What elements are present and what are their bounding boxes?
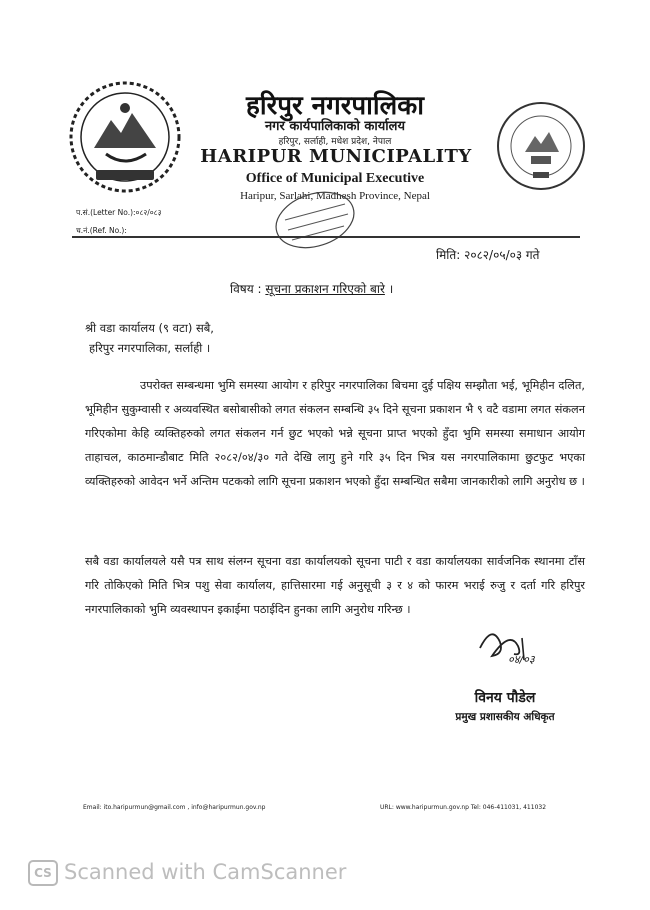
- signer-title: प्रमुख प्रशासकीय अधिकृत: [455, 711, 555, 723]
- header-divider: [72, 236, 580, 238]
- address-en: Haripur, Sarlahi, Madhesh Province, Nepal: [240, 190, 430, 202]
- footer-contact: URL: www.haripurmun.gov.np Tel: 046-411031, 411032: [380, 804, 547, 811]
- subject-prefix: विषय :: [230, 282, 262, 296]
- camscanner-logo: CS: [28, 860, 58, 886]
- body-paragraph-2: सबै वडा कार्यालयले यसै पत्र साथ संलग्न सूचना वडा कार्यालयको सूचना पाटी र वडा कार्यालयका सार्वजनिक स्थानमा टाँस गरि तोकिएको मिति भित्र पशु सेवा कार्यालय, हात्तिसारमा गई अनुसूची ३ र ४ को फारम भराई रुजु र दर्ता गरि हरिपुर नगरपालिकाको भुमि व्यवस्थापन इकाईमा पठाईदिन हुनका लागि अनुरोध गरिन्छ ।: [85, 555, 585, 616]
- subject-suffix: ।: [388, 282, 394, 296]
- recipient-line-1: श्री वडा कार्यालय (९ वटा) सबै,: [85, 321, 214, 335]
- municipality-name-en: HARIPUR MUNICIPALITY: [200, 146, 472, 167]
- letter-number: प.सं.(Letter No.):०८२/०८३: [76, 208, 162, 217]
- recipient-line-2: हरिपुर नगरपालिका, सर्लाही ।: [89, 341, 211, 355]
- office-stamp: [270, 190, 360, 250]
- municipality-name-np: हरिपुर नगरपालिका: [246, 91, 424, 121]
- subject-line: [230, 280, 393, 297]
- signer-name: विनय पौडेल: [474, 690, 536, 706]
- handwritten-signature: [470, 620, 560, 675]
- office-name-np: नगर कार्यपालिकाको कार्यालय: [264, 119, 406, 134]
- reference-number: च.नं.(Ref. No.):: [76, 226, 127, 235]
- letter-date: मिति: २०८२/०५/०३ गते: [436, 248, 540, 262]
- camscanner-text: Scanned with CamScanner: [64, 860, 347, 884]
- body-paragraph-1: उपरोक्त सम्बन्धमा भुमि समस्या आयोग र हरिपुर नगरपालिका बिचमा दुई पक्षिय सम्झौता भई, भूमिहीन दलित, भूमिहीन सुकुम्वासी र अव्यवस्थित बसोबासीको लगत संकलन सम्बन्धि ३५ दिने सूचना प्रकाशन भै ९ वटै वडामा लगत संकलन गरिएकोमा केहि व्यक्तिहरुको लगत संकलन गर्न छुट भएको भन्ने सूचना प्राप्त भएको हुँदा भुमि समस्या समाधान आयोग ताहाचल, काठमान्डौबाट मिति २०८२/०४/३० गते देखि लागु हुने गरि ३५ दिन भित्र यस नगरपालिकामा छुटफुट भएका व्यक्तिहरुको आवेदन भर्ने अन्तिम पटकको लागि सूचना प्रकाशन भएको हुँदा सम्बन्धित सबैमा जानकारीको लागि अनुरोध छ ।: [85, 379, 585, 488]
- recipient-block: [85, 318, 214, 358]
- subject-text: सूचना प्रकाशन गरिएको बारे: [265, 282, 385, 296]
- nepal-emblem-logo: [66, 78, 184, 196]
- office-name-en: Office of Municipal Executive: [245, 171, 425, 186]
- signature-date: ०४/०३: [508, 653, 535, 666]
- municipality-seal: [495, 100, 587, 192]
- address-np: हरिपुर, सर्लाही, मधेश प्रदेश, नेपाल: [278, 137, 392, 147]
- footer-email: Email: ito.haripurmun@gmail.com , info@haripurmun.gov.np: [83, 804, 266, 811]
